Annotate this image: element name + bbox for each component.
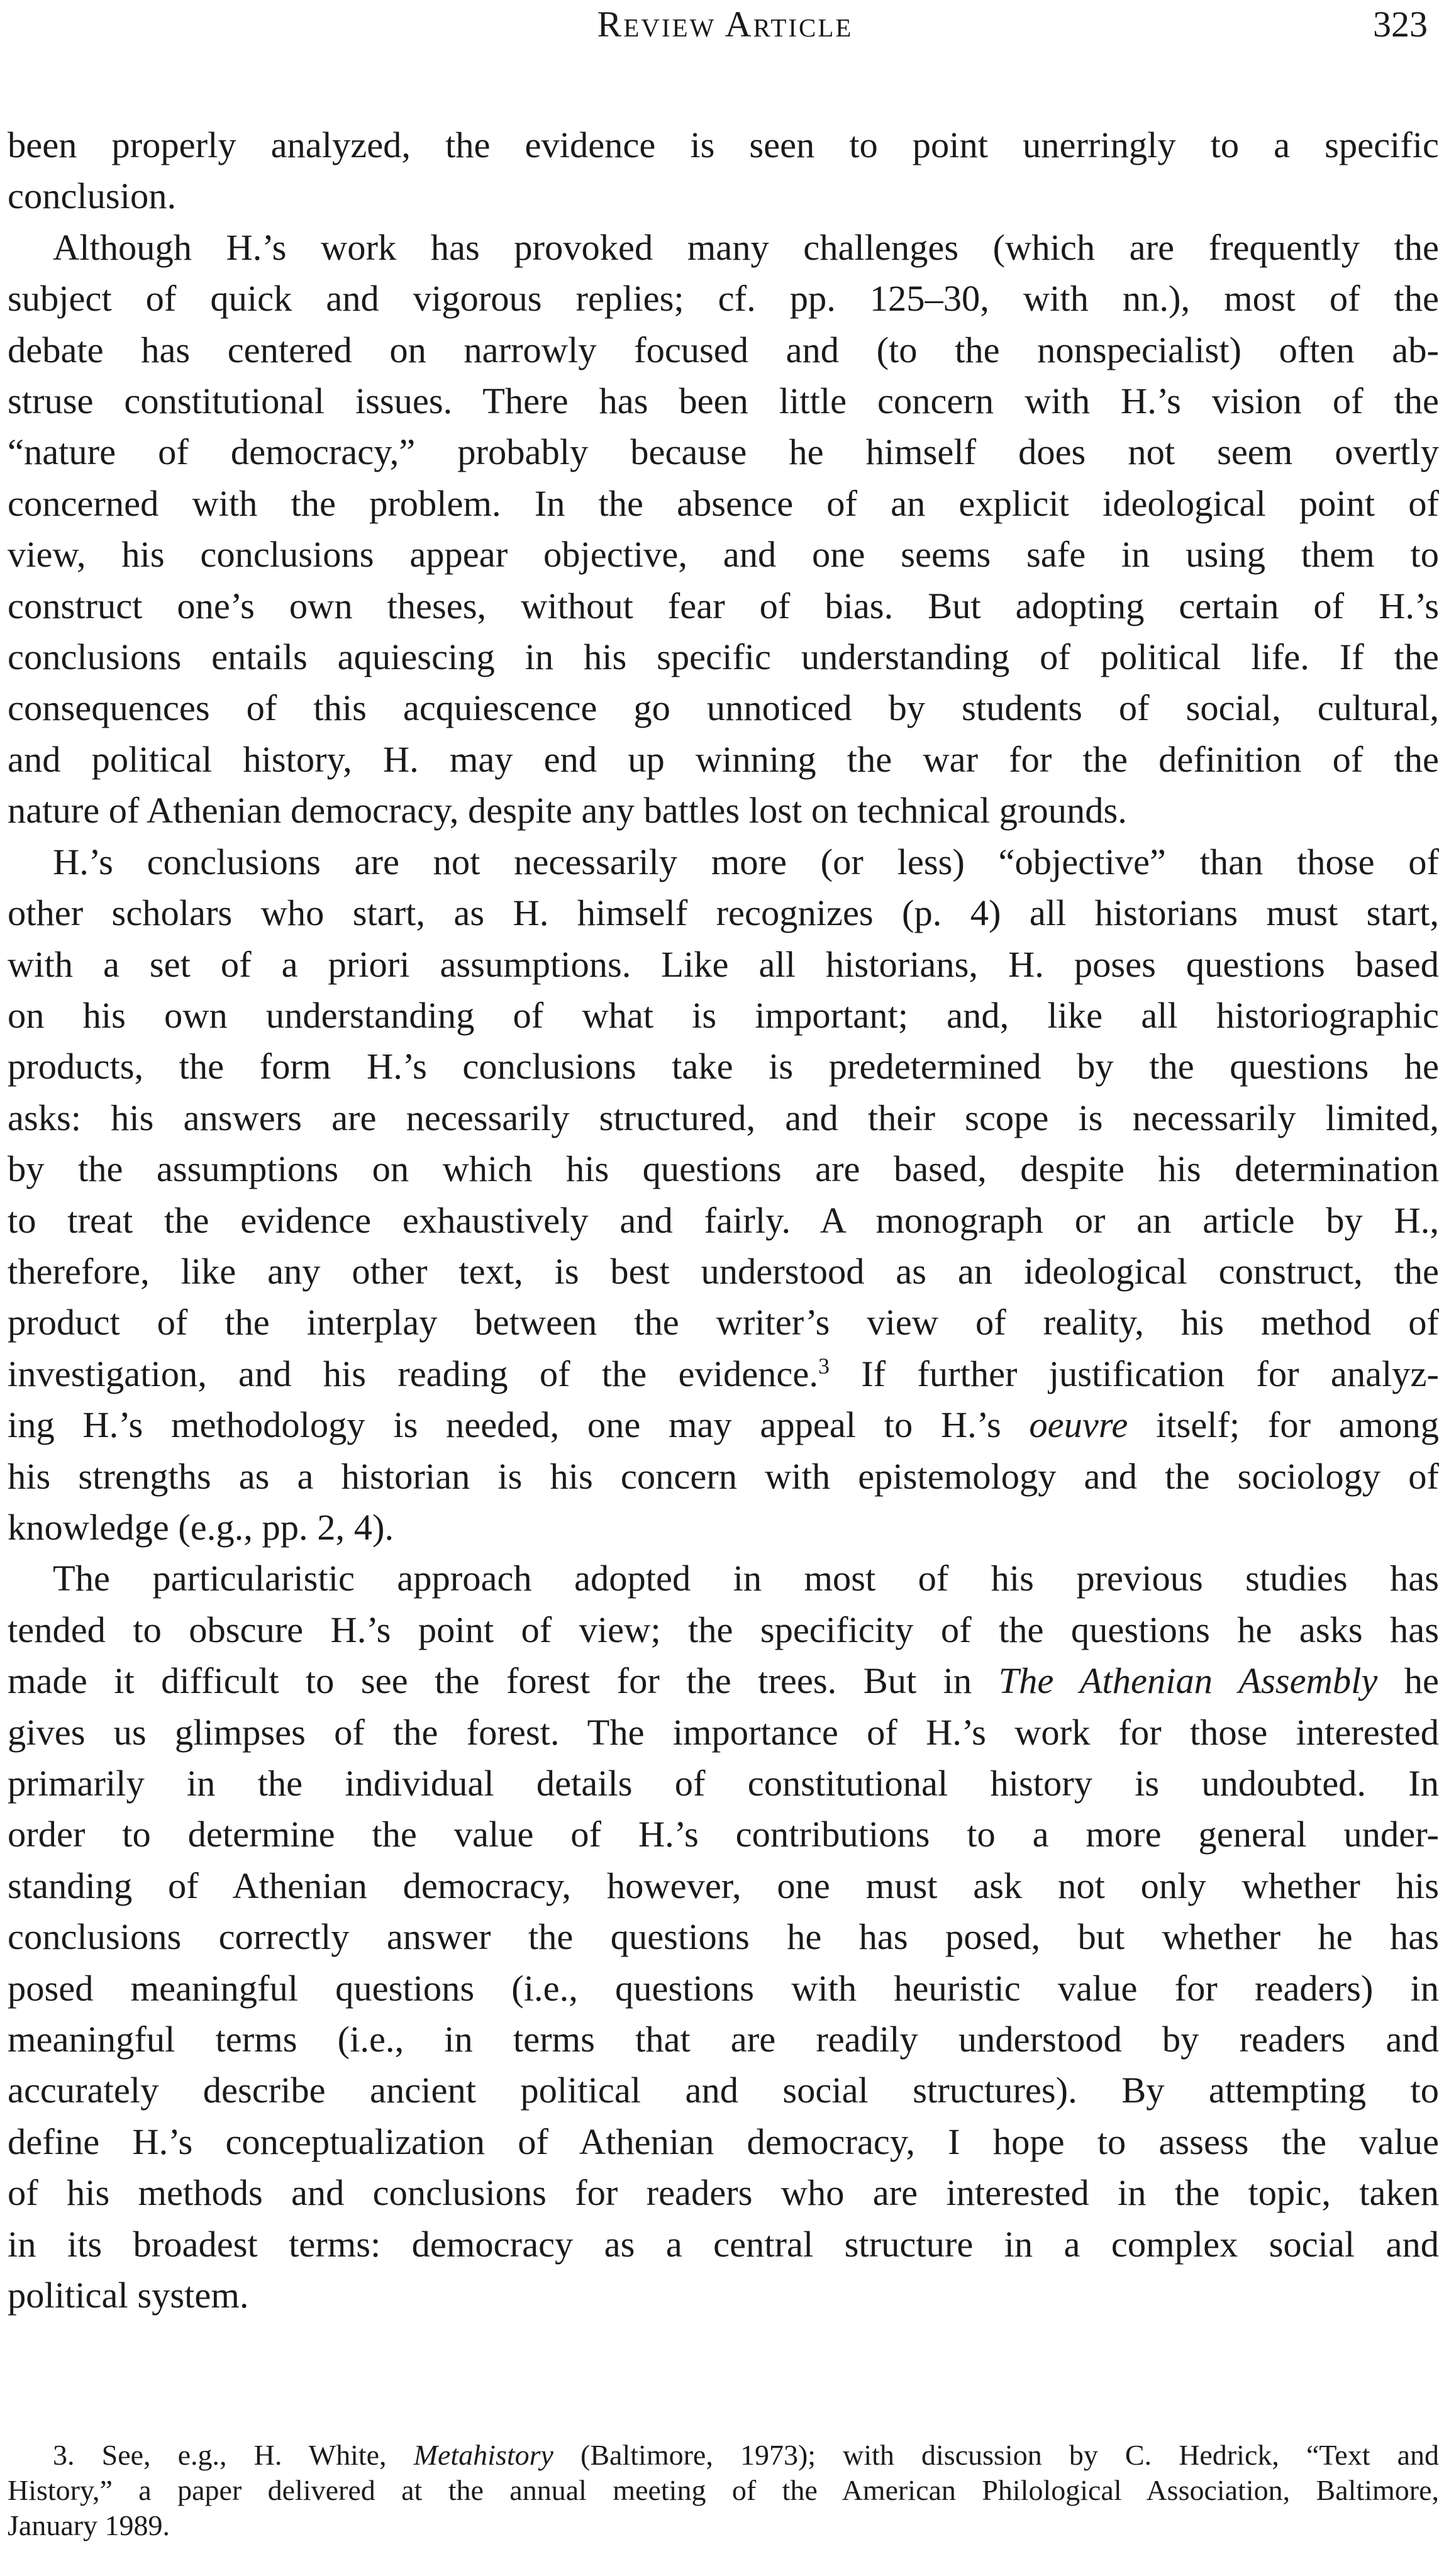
text-segment: If further justification for analyz- (829, 1353, 1439, 1394)
text-line: subject of quick and vigorous replies; cf. pp. 125–30, with nn.), most of the (8, 278, 1439, 319)
text-line: view, his conclusions appear objective, and one seems safe in using them to (8, 534, 1439, 575)
article-body (8, 119, 1439, 2321)
text-line: conclusions correctly answer the questions he has posed, but whether he has (8, 1916, 1439, 1958)
text-line: concerned with the problem. In the absence of an explicit ideological point of (8, 482, 1439, 524)
text-line: knowledge (e.g., pp. 2, 4). (8, 1506, 394, 1548)
text-segment: investigation, and his reading of the evidence. (8, 1353, 818, 1394)
running-title: Review Article (597, 4, 853, 45)
text-line: products, the form H.’s conclusions take is predetermined by the questions he (8, 1046, 1439, 1087)
text-segment: he (1377, 1660, 1439, 1702)
text-line: standing of Athenian democracy, however, one must ask not only whether his (8, 1865, 1439, 1906)
text-line: H.’s conclusions are not necessarily more (or less) “objective” than those of (53, 841, 1439, 882)
text-line: product of the interplay between the writer’s view of reality, his method of (8, 1302, 1439, 1343)
text-line: “nature of democracy,” probably because he himself does not seem overtly (8, 431, 1439, 473)
book-title: The Athenian Assembly (998, 1660, 1378, 1702)
page (8, 0, 1443, 2576)
running-head (8, 3, 1443, 47)
text-line: with a set of a priori assumptions. Like all historians, H. poses questions based (8, 943, 1439, 985)
footnote-ref[interactable]: 3 (818, 1353, 830, 1379)
text-line-with-footnote-ref (8, 1348, 1439, 1399)
text-line: to treat the evidence exhaustively and fairly. A monograph or an article by H., (8, 1199, 1439, 1241)
text-segment: itself; for among (1128, 1404, 1440, 1446)
text-line: gives us glimpses of the forest. The importance of H.’s work for those interested (8, 1711, 1439, 1753)
footnotes (8, 2438, 1439, 2543)
paragraph-2 (8, 222, 1439, 836)
text-line: asks: his answers are necessarily structured, and their scope is necessarily limited, (8, 1097, 1439, 1138)
text-line: political system. (8, 2275, 249, 2316)
text-line: of his methods and conclusions for readers who are interested in the topic, taken (8, 2172, 1439, 2214)
page-number: 323 (1373, 4, 1428, 45)
footnote-line (8, 2438, 1439, 2473)
text-line: The particularistic approach adopted in most of his previous studies has (53, 1558, 1439, 1599)
text-segment: See, e.g., H. White, (74, 2439, 414, 2471)
footnote-line: January 1989. (8, 2509, 170, 2541)
text-line: by the assumptions on which his questions are based, despite his determination (8, 1148, 1439, 1190)
paragraph-4 (8, 1553, 1439, 2321)
text-segment: ing H.’s methodology is needed, one may appeal to H.’s (8, 1404, 1001, 1446)
text-line: his strengths as a historian is his concern with epistemology and the sociology of (8, 1455, 1439, 1497)
text-line: tended to obscure H.’s point of view; the specificity of the questions he asks has (8, 1609, 1439, 1650)
text-line-with-book-title (8, 1655, 1439, 1706)
paragraph-1 (8, 119, 1439, 222)
cited-title: Metahistory (413, 2439, 553, 2471)
text-line: therefore, like any other text, is best understood as an ideological construct, the (8, 1250, 1439, 1292)
text-line: define H.’s conceptualization of Athenian democracy, I hope to assess the value (8, 2121, 1439, 2162)
text-segment: made it difficult to see the forest for the trees. But in (8, 1660, 972, 1702)
footnote-line: History,” a paper delivered at the annual meeting of the American Philological Association, Baltimore, (8, 2474, 1439, 2506)
text-line: conclusion. (8, 175, 177, 217)
text-line: primarily in the individual details of constitutional history is undoubted. In (8, 1763, 1439, 1804)
text-line: debate has centered on narrowly focused and (to the nonspecialist) often ab- (8, 329, 1439, 370)
text-line: conclusions entails aquiescing in his specific understanding of political life. If the (8, 636, 1439, 678)
text-line: on his own understanding of what is important; and, like all historiographic (8, 994, 1439, 1036)
text-line: construct one’s own theses, without fear of bias. But adopting certain of H.’s (8, 585, 1439, 626)
text-line: order to determine the value of H.’s contributions to a more general under- (8, 1814, 1439, 1855)
text-line: accurately describe ancient political and social structures). By attempting to (8, 2070, 1439, 2111)
text-line: consequences of this acquiescence go unnoticed by students of social, cultural, (8, 687, 1439, 729)
text-line-with-italic (8, 1399, 1439, 1450)
text-line: and political history, H. may end up winning the war for the definition of the (8, 738, 1439, 780)
text-line: meaningful terms (i.e., in terms that are readily understood by readers and (8, 2019, 1439, 2060)
text-line: Although H.’s work has provoked many challenges (which are frequently the (53, 226, 1439, 268)
text-line: nature of Athenian democracy, despite any battles lost on technical grounds. (8, 790, 1127, 831)
footnote-number: 3. (53, 2439, 75, 2471)
text-line: other scholars who start, as H. himself recognizes (p. 4) all historians must start, (8, 892, 1439, 934)
paragraph-3 (8, 836, 1439, 1553)
text-line: posed meaningful questions (i.e., questions with heuristic value for readers) in (8, 1967, 1439, 2009)
text-line: in its broadest terms: democracy as a central structure in a complex social and (8, 2223, 1439, 2265)
text-segment: (Baltimore, 1973); with discussion by C. Hedrick, “Text and (553, 2439, 1439, 2471)
text-line: been properly analyzed, the evidence is seen to point unerringly to a specific (8, 125, 1439, 165)
italic-term: oeuvre (1029, 1404, 1128, 1446)
text-line: struse constitutional issues. There has been little concern with H.’s vision of the (8, 380, 1439, 422)
